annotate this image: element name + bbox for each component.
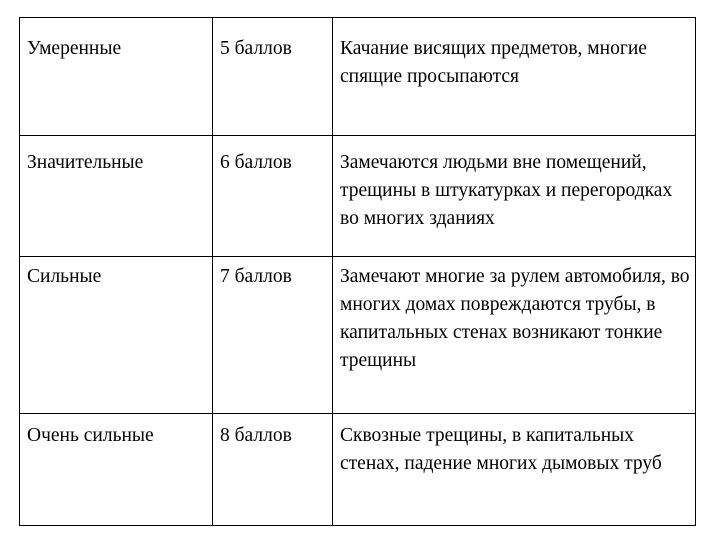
intensity-cell: 8 баллов xyxy=(213,414,333,526)
table-row xyxy=(20,18,696,136)
description-cell: Сквозные трещины, в капитальных стенах, падение многих дымовых труб xyxy=(333,414,696,526)
category-cell: Значительные xyxy=(20,136,213,257)
category-cell: Умеренные xyxy=(20,18,213,136)
intensity-cell: 7 баллов xyxy=(213,257,333,414)
intensity-cell: 5 баллов xyxy=(213,18,333,136)
category-cell: Очень сильные xyxy=(20,414,213,526)
earthquake-intensity-table xyxy=(19,17,696,526)
description-cell: Замечают многие за рулем автомобиля, во многих домах повреждаются трубы, в капитальных стенах возникают тонкие трещины xyxy=(333,257,696,414)
description-cell: Качание висящих предметов, многие спящие просыпаются xyxy=(333,18,696,136)
table-row xyxy=(20,414,696,526)
category-cell: Сильные xyxy=(20,257,213,414)
intensity-cell: 6 баллов xyxy=(213,136,333,257)
table-row xyxy=(20,136,696,257)
description-cell: Замечаются людьми вне помещений, трещины в штукатурках и перегородках во многих зданиях xyxy=(333,136,696,257)
table-row xyxy=(20,257,696,414)
